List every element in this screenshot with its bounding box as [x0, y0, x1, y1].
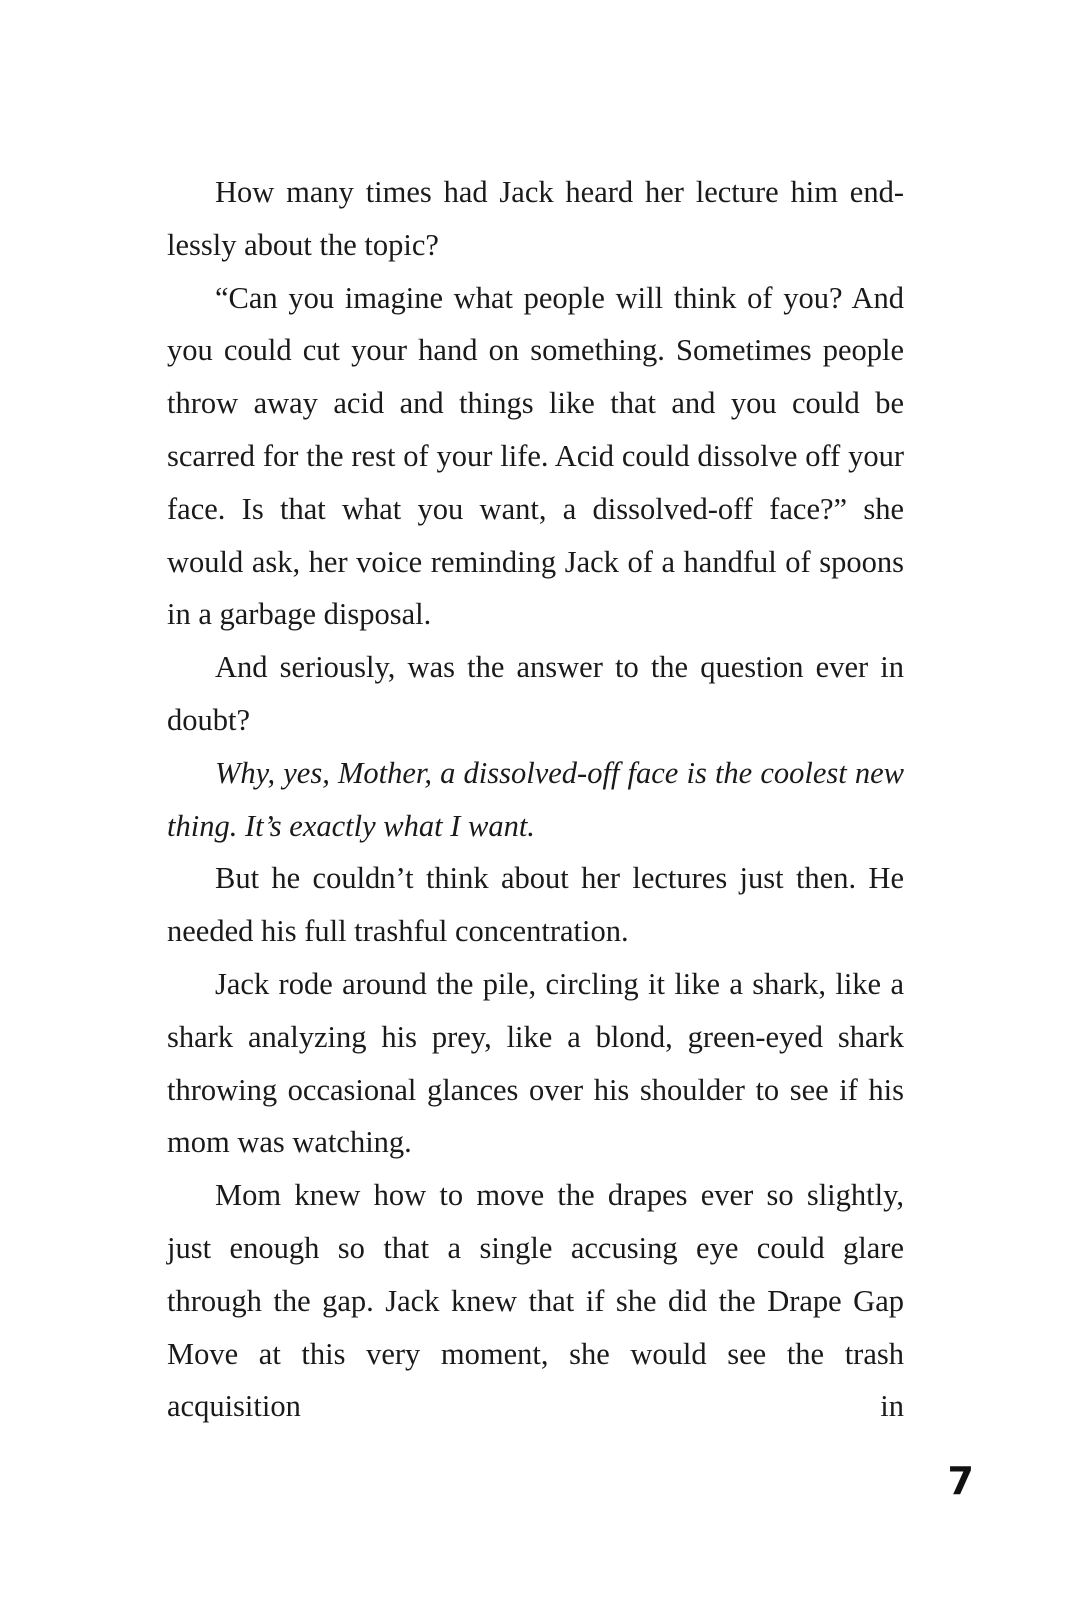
page-number: 7	[947, 1459, 974, 1503]
paragraph-lecture-question: How many times had Jack heard her lecture him endlessly about the topic?	[167, 175, 904, 262]
paragraph-drape-gap: Mom knew how to move the drapes ever so slightly, just enough so that a single accusing eye could glare through the gap. Jack knew that if she did the Drape Gap Move at this very moment, she would see the trash acquisition in	[167, 1178, 904, 1424]
paragraph-answer-doubt: And seriously, was the answer to the question ever in doubt?	[167, 650, 904, 737]
body-text	[167, 166, 904, 1433]
paragraph-italic-thought: Why, yes, Mother, a dissolved-off face is the coolest new thing. It’s exactly what I want.	[167, 755, 904, 843]
paragraph-shark: Jack rode around the pile, circling it like a shark, like a shark analyzing his prey, like a blond, green-eyed shark throwing occasional glances over his shoulder to see if his mom was watching.	[167, 966, 904, 1160]
paragraph-concentration: But he couldn’t think about her lectures just then. He needed his full trashful concentration.	[167, 861, 904, 949]
paragraph-mother-quote: “Can you imagine what people will think of you? And you could cut your hand on something. Sometimes people throw away acid and things like that and you could be scarred for the rest of your life. Acid could dissolve off your face. Is that what you want, a dissolved-off face?” she would ask, her voice reminding Jack of a handful of spoons in a garbage disposal.	[167, 280, 904, 632]
